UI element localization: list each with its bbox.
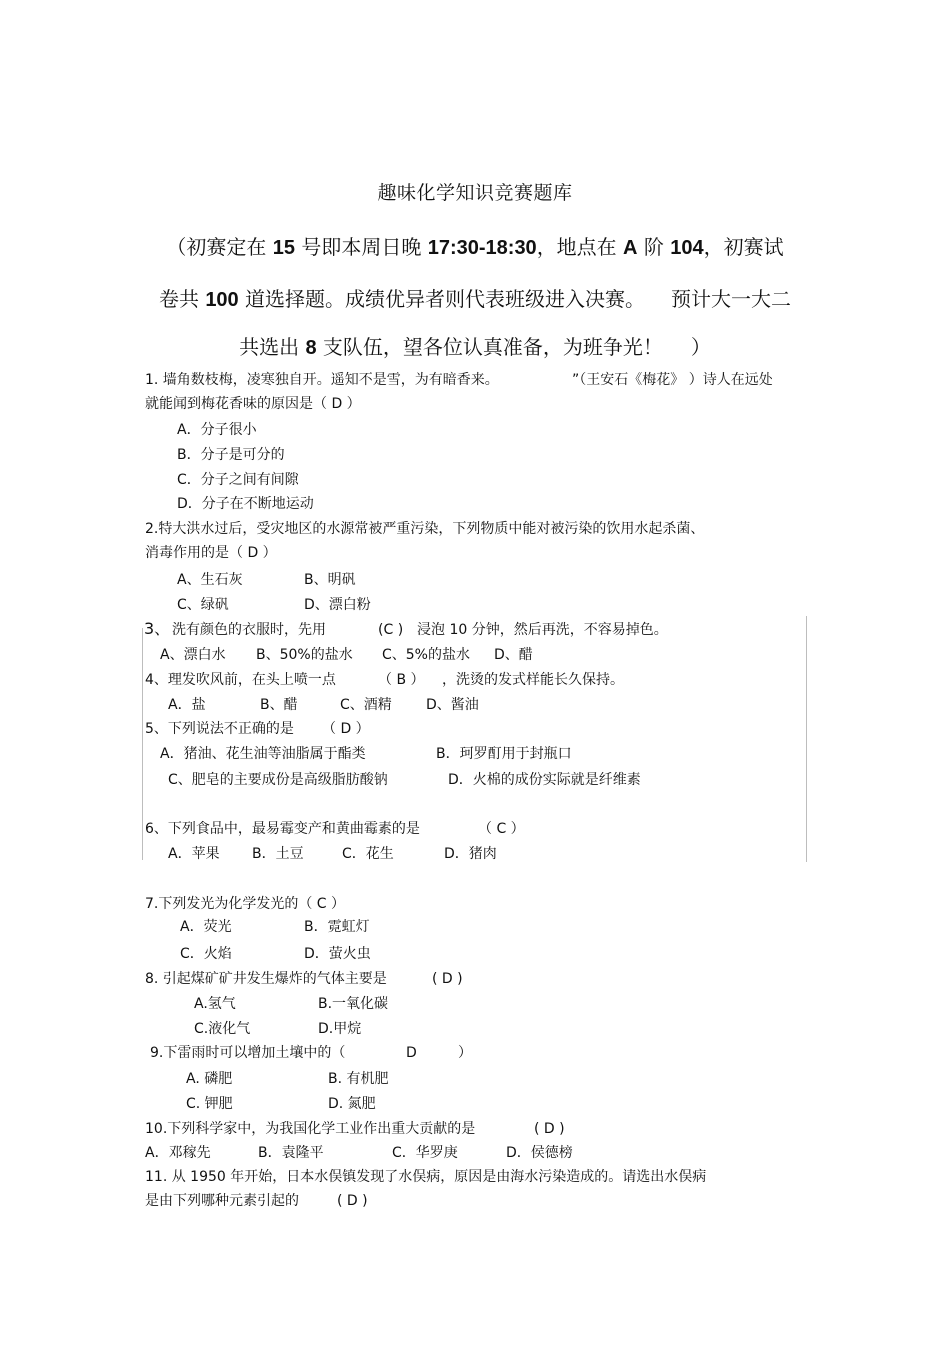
- question-4-option-b: B、醋: [260, 697, 298, 713]
- question-1-stem: 1. 墙角数枝梅，凌寒独自开。遥知不是雪，为有暗香来。: [145, 372, 499, 388]
- question-2-option-c: C、绿矾: [177, 597, 229, 613]
- question-10-option-b: B．袁隆平: [258, 1145, 324, 1161]
- question-10-option-c: C．华罗庚: [392, 1145, 458, 1161]
- question-1-option-a: A．分子很小: [177, 422, 257, 438]
- question-7-option-a: A．荧光: [180, 919, 232, 935]
- question-1-stem-end: ”（王安石《梅花》 ）诗人在远处: [572, 372, 773, 388]
- question-9-option-c: C. 钾肥: [186, 1096, 233, 1112]
- intro-line-2: [130, 283, 820, 312]
- intro-text: 号即本周日晚: [295, 235, 428, 259]
- question-9-close: ）: [458, 1045, 472, 1061]
- intro-text: 卷共: [158, 287, 206, 311]
- question-10-answer: ( D ): [534, 1121, 565, 1137]
- question-3-stem-end: 浸泡 10 分钟，然后再洗，不容易掉色。: [417, 622, 668, 638]
- intro-team-count: 8: [305, 337, 317, 359]
- question-9-option-b: B. 有机肥: [328, 1071, 389, 1087]
- intro-question-count: 100: [205, 289, 239, 311]
- intro-time: 17:30-18:30: [427, 237, 537, 259]
- question-7-option-b: B．霓虹灯: [304, 919, 370, 935]
- intro-room-letter: A: [623, 237, 638, 259]
- question-5-answer: （ D ）: [322, 721, 370, 737]
- question-6-option-a: A．苹果: [168, 846, 220, 862]
- intro-text: ）: [690, 335, 711, 359]
- question-8-stem: 8. 引起煤矿矿井发生爆炸的气体主要是: [145, 971, 387, 987]
- question-11-stem: 11. 从 1950 年开始，日本水俣镇发现了水俣病，原因是由海水污染造成的。请选出水俣病: [145, 1169, 707, 1185]
- question-8-answer: ( D ): [432, 971, 463, 987]
- intro-text: 支队伍，望各位认真准备，为班争光！: [316, 335, 663, 359]
- question-1-stem-2: 就能闻到梅花香味的原因是（ D ）: [145, 396, 361, 412]
- question-10-stem: 10.下列科学家中，为我国化学工业作出重大贡献的是: [145, 1121, 476, 1137]
- question-3-option-b: B、50%的盐水: [256, 647, 353, 663]
- question-7-option-c: C．火焰: [180, 946, 232, 962]
- question-8-option-c: C.液化气: [194, 1021, 251, 1037]
- question-4-option-c: C、酒精: [340, 697, 392, 713]
- intro-text: 道选择题。成绩优异者则代表班级进入决赛。: [238, 287, 646, 311]
- question-2-option-a: A、生石灰: [177, 572, 243, 588]
- question-6-stem: 6、下列食品中，最易霉变产和黄曲霉素的是: [145, 821, 420, 837]
- question-1-option-b: B．分子是可分的: [177, 447, 285, 463]
- question-11-answer: ( D ): [337, 1193, 368, 1209]
- intro-text: 阶: [637, 235, 671, 259]
- question-5-option-c: C、肥皂的主要成份是高级脂肪酸钠: [168, 772, 388, 788]
- question-2-stem: 2.特大洪水过后，受灾地区的水源常被严重污染，下列物质中能对被污染的饮用水起杀菌、: [145, 521, 705, 537]
- question-4-stem: 4、理发吹风前，在头上喷一点: [145, 672, 336, 688]
- question-8-option-b: B.一氧化碳: [318, 996, 389, 1012]
- intro-text: （初赛定在: [166, 235, 273, 259]
- question-3-answer: (C ): [378, 622, 404, 638]
- question-9-option-d: D. 氮肥: [328, 1096, 376, 1112]
- intro-text: ，地点在: [536, 235, 624, 259]
- question-7-stem: 7.下列发光为化学发光的（ C ）: [145, 896, 346, 912]
- intro-line-1: [130, 231, 820, 260]
- left-rule: [142, 628, 143, 860]
- question-4-option-a: A．盐: [168, 697, 206, 713]
- question-3-number: 3、: [144, 619, 171, 638]
- question-3-stem: 洗有颜色的衣服时，先用: [172, 622, 326, 638]
- question-4-option-d: D、酱油: [426, 697, 479, 713]
- question-9-option-a: A. 磷肥: [186, 1071, 233, 1087]
- question-3-option-d: D、醋: [494, 647, 533, 663]
- question-2-option-b: B、明矾: [304, 572, 356, 588]
- question-9-answer: D: [406, 1045, 417, 1061]
- question-5-option-d: D．火棉的成份实际就是纤维素: [448, 772, 641, 788]
- question-6-option-b: B．土豆: [252, 846, 304, 862]
- question-6-answer: （ C ）: [478, 821, 525, 837]
- intro-date: 15: [272, 237, 295, 259]
- page-title: 趣味化学知识竞赛题库: [377, 182, 573, 204]
- question-5-option-b: B．珂罗酊用于封瓶口: [436, 746, 572, 762]
- question-5-stem: 5、下列说法不正确的是: [145, 721, 294, 737]
- intro-text: ，初赛试: [703, 235, 784, 259]
- question-2-stem-2: 消毒作用的是（ D ）: [145, 545, 277, 561]
- question-3-option-a: A、漂白水: [160, 647, 226, 663]
- intro-line-3: [130, 331, 820, 360]
- intro-text: 共选出: [239, 335, 306, 359]
- question-4-stem-end: ，洗烫的发式样能长久保持。: [442, 672, 624, 688]
- question-6-option-d: D．猪肉: [444, 846, 497, 862]
- question-1-option-c: C．分子之间有间隙: [177, 472, 299, 488]
- intro-text: 预计大一大二: [671, 287, 792, 311]
- question-2-option-d: D、漂白粉: [304, 597, 371, 613]
- question-6-option-c: C．花生: [342, 846, 394, 862]
- question-10-option-a: A．邓稼先: [145, 1145, 211, 1161]
- question-9-stem: 9.下雷雨时可以增加土壤中的（: [150, 1045, 346, 1061]
- question-3-option-c: C、5%的盐水: [382, 647, 470, 663]
- question-10-option-d: D．侯德榜: [506, 1145, 573, 1161]
- question-1-option-d: D．分子在不断地运动: [177, 496, 314, 512]
- question-8-option-a: A.氢气: [194, 996, 236, 1012]
- question-8-option-d: D.甲烷: [318, 1021, 362, 1037]
- question-7-option-d: D．萤火虫: [304, 946, 371, 962]
- question-5-option-a: A．猪油、花生油等油脂属于酯类: [160, 746, 366, 762]
- question-11-stem-2: 是由下列哪种元素引起的: [145, 1193, 299, 1209]
- question-4-answer: （ B ）: [378, 672, 425, 688]
- intro-room-number: 104: [670, 237, 704, 259]
- right-rule: [806, 616, 807, 862]
